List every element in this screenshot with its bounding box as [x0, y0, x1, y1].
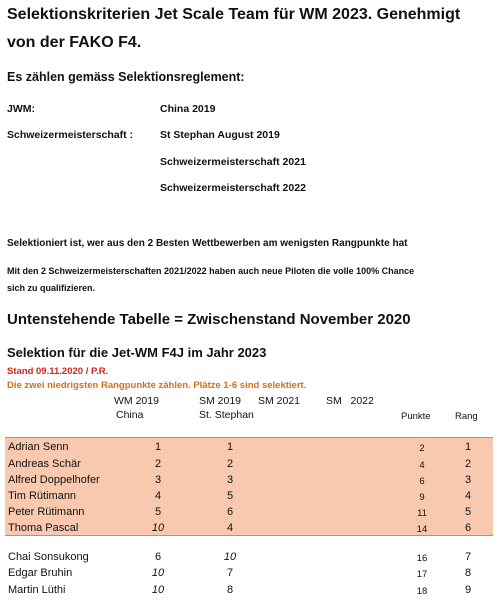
col-wm2019-sub: China [116, 409, 144, 421]
row-5-wm2019: 5 [154, 506, 162, 518]
chance-note-line-1: Mit den 2 Schweizermeisterschaften 2021/2022 haben auch neue Piloten die volle 100% Chance [7, 266, 415, 276]
row-4-rank: 4 [464, 490, 472, 502]
row-4-wm2019: 4 [154, 490, 162, 502]
row-3-name: Alfred Doppelhofer [8, 474, 100, 486]
row-5-points: 11 [417, 508, 427, 519]
row-6-sm2019: 4 [226, 522, 234, 534]
row-7-wm2019: 6 [154, 551, 162, 563]
row-5-name: Peter Rütimann [8, 506, 85, 518]
row-9-name: Martin Lüthi [8, 584, 66, 596]
sm-label: Schweizermeisterschaft : [7, 129, 134, 141]
row-9-rank: 9 [464, 584, 472, 596]
sm-value-2022: Schweizermeisterschaft 2022 [160, 182, 306, 194]
col-sm2022: SM 2022 [326, 395, 374, 407]
col-sm2019: SM 2019 [199, 395, 242, 407]
jwm-value: China 2019 [160, 103, 216, 115]
highlight-bottom-border [5, 535, 493, 536]
row-2-name: Andreas Schär [8, 458, 81, 470]
highlight-top-border [5, 437, 493, 438]
criteria-intro: Es zählen gemäss Selektionsreglement: [7, 70, 245, 84]
row-4-points: 9 [419, 492, 425, 503]
row-9-wm2019: 10 [151, 584, 165, 596]
row-2-points: 4 [419, 460, 425, 471]
row-7-name: Chai Sonsukong [8, 551, 89, 563]
row-6-rank: 6 [464, 522, 472, 534]
sm-value-2019: St Stephan August 2019 [160, 129, 280, 141]
doc-title-line-1: Selektionskriterien Jet Scale Team für WM 2023. Genehmigt [7, 6, 461, 23]
col-sm2021: SM 2021 [258, 395, 301, 407]
row-4-name: Tim Rütimann [8, 490, 77, 502]
row-3-rank: 3 [464, 474, 472, 486]
row-8-points: 17 [416, 569, 428, 580]
jwm-label: JWM: [7, 103, 35, 115]
row-5-rank: 5 [464, 506, 472, 518]
doc-title-line-2: von der FAKO F4. [7, 34, 142, 51]
row-5-sm2019: 6 [226, 506, 234, 518]
row-8-name: Edgar Bruhin [8, 567, 73, 579]
row-8-wm2019: 10 [151, 567, 165, 579]
row-9-points: 18 [416, 586, 428, 597]
row-3-sm2019: 3 [226, 474, 234, 486]
col-points: Punkte [401, 411, 431, 422]
row-3-wm2019: 3 [154, 474, 162, 486]
row-2-rank: 2 [464, 458, 472, 470]
col-wm2019: WM 2019 [114, 395, 159, 407]
rule-line: Die zwei niedrigsten Rangpunkte zählen. Plätze 1-6 sind selektiert. [7, 380, 307, 391]
row-6-name: Thoma Pascal [8, 522, 79, 534]
row-8-sm2019: 7 [226, 567, 234, 579]
row-1-name: Adrian Senn [8, 441, 69, 453]
row-7-points: 16 [416, 553, 428, 564]
row-1-sm2019: 1 [226, 441, 234, 453]
selection-title: Selektion für die Jet-WM F4J im Jahr 2023 [7, 345, 267, 360]
row-1-rank: 1 [464, 441, 472, 453]
col-sm2019-sub: St. Stephan [199, 409, 254, 421]
sm-value-2021: Schweizermeisterschaft 2021 [160, 156, 306, 168]
table-heading: Untenstehende Tabelle = Zwischenstand November 2020 [7, 311, 411, 328]
row-2-wm2019: 2 [154, 458, 162, 470]
row-1-points: 2 [419, 443, 425, 454]
row-1-wm2019: 1 [154, 441, 162, 453]
row-6-wm2019: 10 [151, 522, 165, 534]
row-7-rank: 7 [464, 551, 472, 563]
col-rank: Rang [455, 411, 478, 422]
row-7-sm2019: 10 [223, 551, 237, 563]
row-4-sm2019: 5 [226, 490, 234, 502]
row-9-sm2019: 8 [226, 584, 234, 596]
status-line: Stand 09.11.2020 / P.R. [7, 366, 109, 377]
chance-note-line-2: sich zu qualifizieren. [7, 283, 96, 293]
row-6-points: 14 [416, 524, 428, 535]
row-2-sm2019: 2 [226, 458, 234, 470]
row-3-points: 6 [419, 476, 425, 487]
selection-note: Selektioniert ist, wer aus den 2 Besten Wettbewerben am wenigsten Rangpunkte hat [7, 238, 408, 249]
row-8-rank: 8 [464, 567, 472, 579]
